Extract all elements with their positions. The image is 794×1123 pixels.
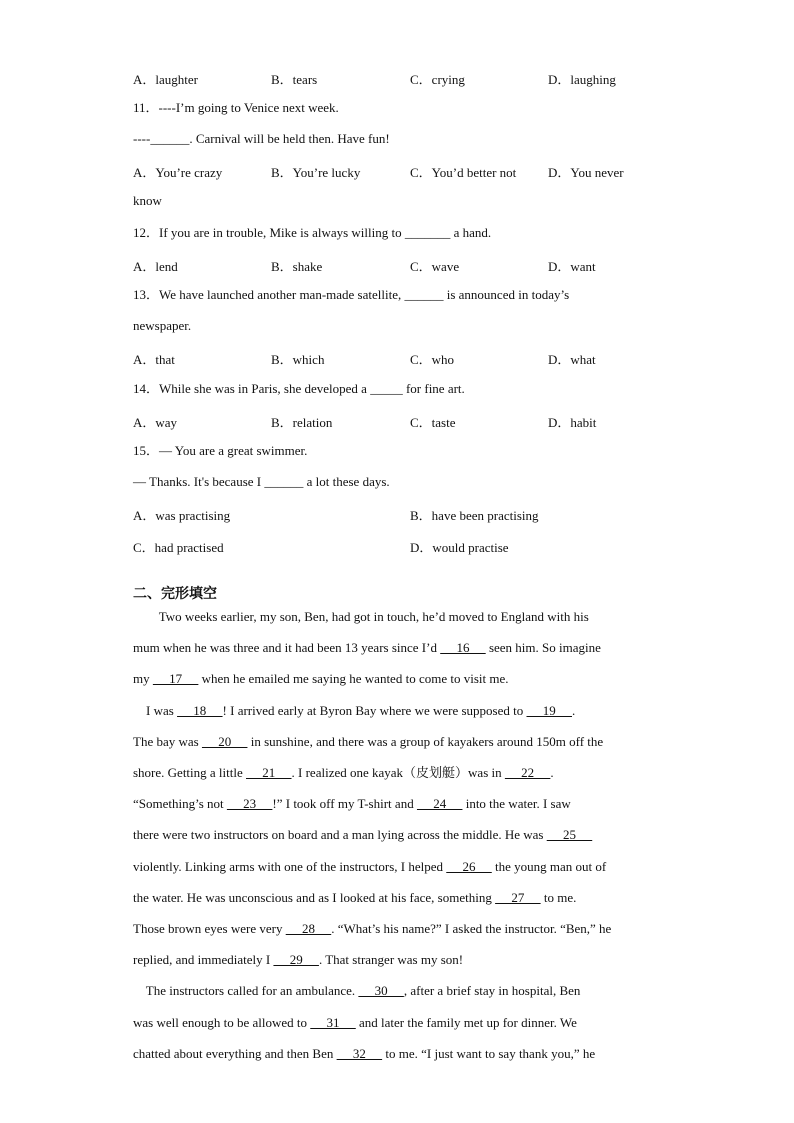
- q14-option-c: C．taste: [410, 415, 456, 430]
- passage-text: Two weeks earlier, my son, Ben, had got in touch, he’d moved to England with his: [133, 609, 589, 624]
- passage-line: [133, 859, 606, 875]
- q10-option-c: C．crying: [410, 72, 465, 87]
- q15-suffix: a lot these days.: [303, 474, 390, 489]
- cloze-blank-26: 26: [446, 858, 492, 874]
- q10-option-d: D．laughing: [548, 72, 616, 87]
- q14-stem-suffix: for fine art.: [402, 381, 465, 396]
- cloze-blank-29: 29: [273, 952, 319, 968]
- q14-blank: _____: [370, 381, 403, 396]
- cloze-blank-16: 16: [440, 640, 486, 656]
- q15-response-line: [133, 474, 390, 490]
- passage-text: shore. Getting a little: [133, 765, 247, 780]
- passage-line: [133, 765, 554, 781]
- cloze-blank-17: 17: [152, 671, 199, 687]
- cloze-blank-28: 28: [285, 921, 332, 936]
- passage-text: ! I arrived early at Byron Bay where we were supposed to: [222, 702, 527, 718]
- q11-option-d: D．You never: [548, 165, 624, 180]
- cloze-blank-21: 21: [246, 765, 292, 780]
- q14-stem-prefix: 14．While she was in Paris, she developed a: [133, 381, 371, 396]
- q15-prefix: — Thanks. It's because I: [133, 474, 265, 489]
- q12-option-b: B．shake: [271, 259, 323, 274]
- q15-blank: ______: [264, 474, 304, 489]
- passage-line: [133, 952, 463, 968]
- q15-option-a: A．was practising: [133, 508, 231, 523]
- q13-option-c: C．who: [410, 352, 455, 367]
- section-heading: 二、完形填空: [133, 585, 217, 601]
- passage-text: to me.: [540, 889, 577, 905]
- passage-text: the water. He was unconscious and as I looked at his face, something: [133, 889, 496, 905]
- passage-text: in sunshine, and there was a group of kayakers around 150m off the: [247, 733, 604, 749]
- q13-stem-suffix: is announced in today’s: [443, 287, 570, 302]
- passage-text: !” I took off my T-shirt and: [272, 796, 417, 812]
- passage-text: and later the family met up for dinner. We: [355, 1014, 577, 1030]
- q11-option-a: A．You’re crazy: [133, 165, 223, 180]
- q14-option-d: D．habit: [548, 415, 597, 430]
- passage-line: [133, 640, 601, 656]
- cloze-blank-24: 24: [416, 796, 463, 812]
- passage-text: violently. Linking arms with one of the instructors, I helped: [133, 858, 447, 874]
- passage-line: [133, 1015, 577, 1031]
- cloze-blank-32: 32: [336, 1045, 383, 1061]
- cloze-blank-20: 20: [201, 733, 248, 749]
- passage-line: [133, 1046, 595, 1062]
- cloze-blank-25: 25: [546, 827, 593, 843]
- q15-option-c: C．had practised: [133, 540, 224, 555]
- q13-stem-wrap: newspaper.: [133, 318, 192, 333]
- passage-text: the young man out of: [491, 858, 607, 874]
- q11-prefix: ----: [133, 131, 151, 146]
- passage-text: replied, and immediately I: [133, 952, 274, 968]
- q13-option-d: D．what: [548, 352, 596, 367]
- q12-stem: [133, 225, 491, 241]
- passage-text: , after a brief stay in hospital, Ben: [403, 983, 581, 999]
- cloze-blank-31: 31: [310, 1014, 356, 1030]
- passage-line: [133, 921, 611, 937]
- passage-text: chatted about everything and then Ben: [133, 1045, 337, 1061]
- passage-text: mum when he was three and it had been 13 years since I’d: [133, 640, 441, 656]
- passage-text: The instructors called for an ambulance.: [133, 983, 359, 999]
- q11-option-b: B．You’re lucky: [271, 165, 361, 180]
- passage-text: .: [572, 702, 576, 718]
- q15-stem: 15．— You are a great swimmer.: [133, 443, 308, 458]
- q12-option-a: A．lend: [133, 259, 178, 274]
- passage-text: . That stranger was my son!: [318, 952, 464, 968]
- q11-suffix: . Carnival will be held then. Have fun!: [189, 131, 390, 146]
- q12-option-c: C．wave: [410, 259, 460, 274]
- q13-option-a: A．that: [133, 352, 175, 367]
- passage-text: Those brown eyes were very: [133, 921, 286, 936]
- passage-text: my: [133, 671, 153, 687]
- cloze-blank-27: 27: [495, 889, 541, 905]
- passage-text: I was: [133, 702, 178, 718]
- q12-stem-suffix: a hand.: [450, 225, 492, 240]
- passage-line: [133, 983, 580, 999]
- q11-response-line: [133, 131, 390, 147]
- q11-option-d-wrap: know: [133, 193, 162, 208]
- passage-line: [133, 890, 576, 906]
- cloze-blank-22: 22: [504, 765, 551, 780]
- q12-option-d: D．want: [548, 259, 596, 274]
- q13-option-b: B．which: [271, 352, 325, 367]
- passage-text: there were two instructors on board and a man lying across the middle. He was: [133, 827, 547, 843]
- q13-stem-prefix: 13．We have launched another man-made satellite,: [133, 287, 405, 302]
- cloze-blank-19: 19: [526, 702, 572, 718]
- q14-option-a: A．way: [133, 415, 178, 430]
- q11-blank: ______: [150, 131, 190, 146]
- passage-text: into the water. I saw: [462, 796, 571, 812]
- passage-text: The bay was: [133, 733, 202, 749]
- q10-option-a: A．laughter: [133, 72, 198, 87]
- cloze-blank-23: 23: [226, 796, 273, 812]
- q15-option-b: B．have been practising: [410, 508, 539, 523]
- passage-text: when he emailed me saying he wanted to come to visit me.: [198, 671, 509, 687]
- passage-line: [133, 671, 508, 687]
- passage-text: “Something’s not: [133, 796, 227, 812]
- q10-option-b: B．tears: [271, 72, 318, 87]
- passage-line: [133, 734, 603, 750]
- q14-stem: [133, 381, 465, 397]
- passage-line: [133, 827, 592, 843]
- passage-text: . “What’s his name?” I asked the instructor. “Ben,” he: [331, 921, 612, 936]
- q14-option-b: B．relation: [271, 415, 333, 430]
- q13-stem: [133, 287, 569, 303]
- q11-stem: 11．----I’m going to Venice next week.: [133, 100, 339, 115]
- passage-line: [133, 796, 571, 812]
- q12-blank: _______: [404, 225, 451, 240]
- passage-text: seen him. So imagine: [485, 640, 601, 656]
- cloze-blank-30: 30: [358, 983, 404, 999]
- q11-option-c: C．You’d better not: [410, 165, 517, 180]
- passage-line: [133, 703, 575, 719]
- passage-text: was well enough to be allowed to: [133, 1014, 311, 1030]
- cloze-blank-18: 18: [177, 702, 223, 718]
- q15-option-d: D．would practise: [410, 540, 509, 555]
- q12-stem-prefix: 12．If you are in trouble, Mike is always willing to: [133, 225, 405, 240]
- passage-text: . I realized one kayak（皮划艇）was in: [291, 765, 505, 780]
- passage-line: [133, 609, 589, 625]
- passage-text: .: [550, 765, 554, 780]
- q13-blank: ______: [404, 287, 444, 302]
- passage-text: to me. “I just want to say thank you,” he: [382, 1045, 596, 1061]
